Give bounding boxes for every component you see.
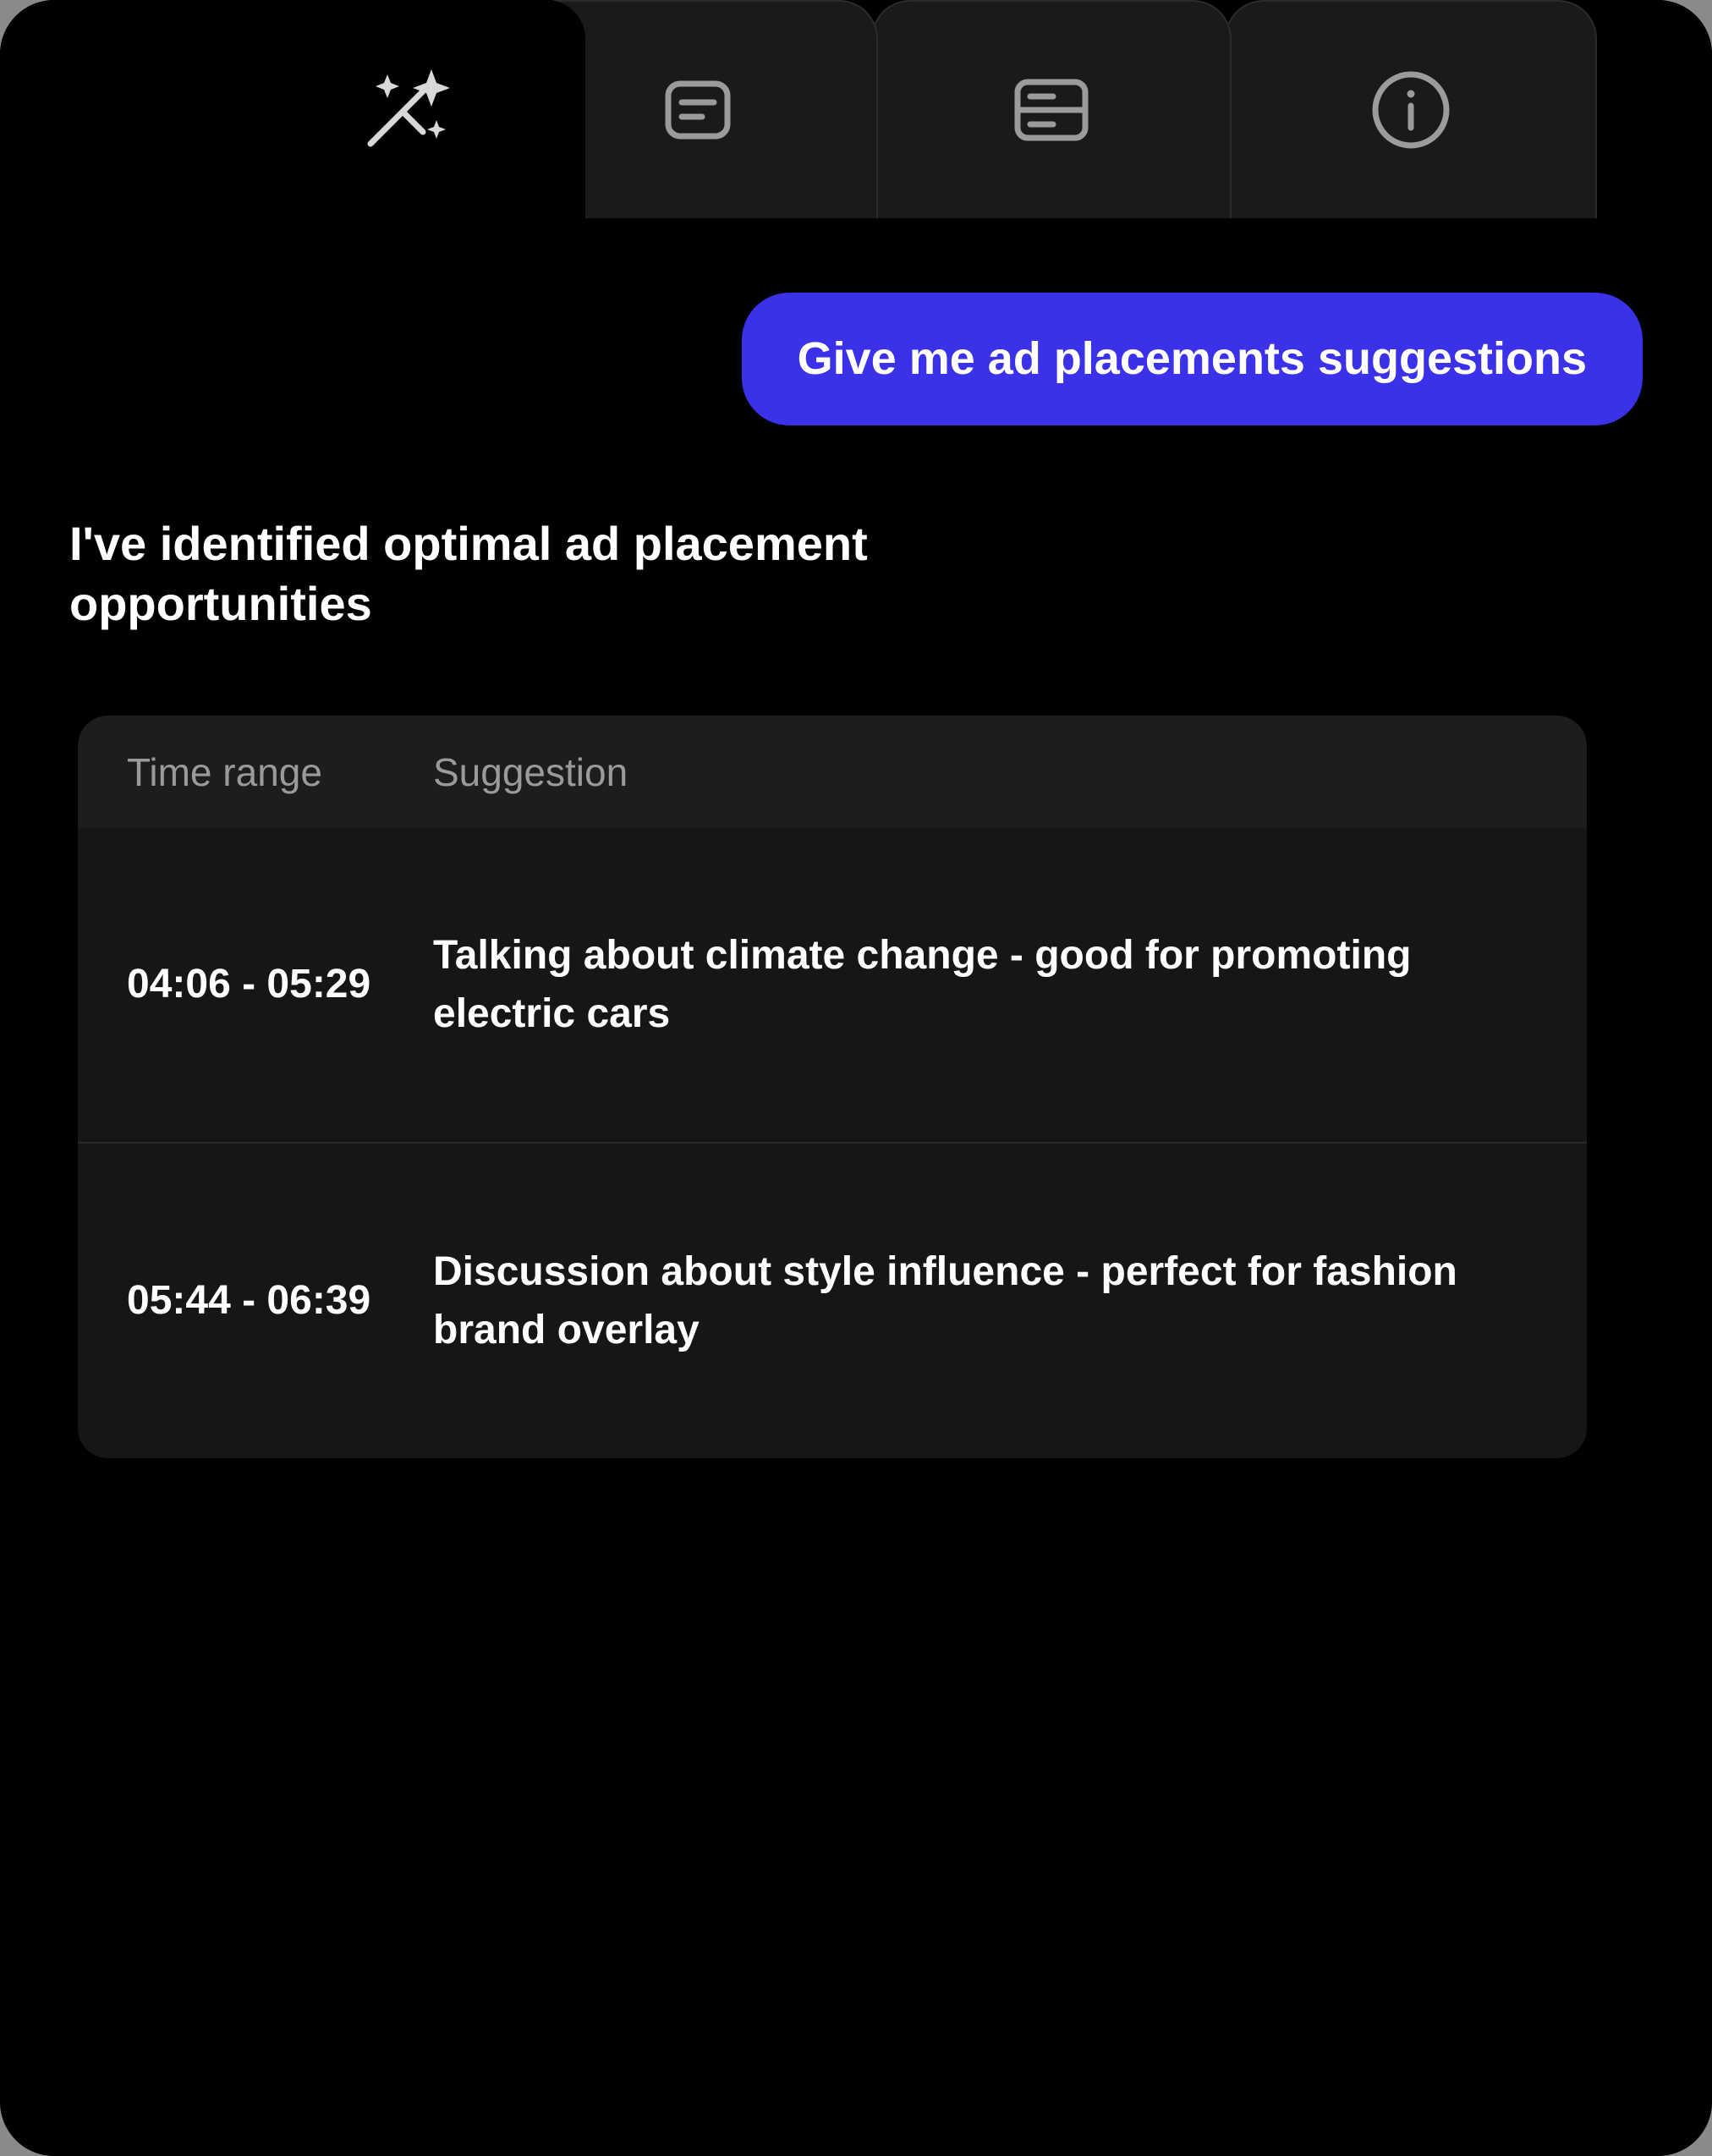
- chapters-icon: [1002, 63, 1100, 156]
- tab-info[interactable]: [1225, 0, 1597, 218]
- table-row[interactable]: [78, 827, 1587, 1144]
- table-row[interactable]: [78, 1144, 1587, 1458]
- cell-time-range: 04:06 - 05:29: [127, 962, 371, 1007]
- transcript-icon: [651, 63, 744, 156]
- table-header-row: [78, 716, 1587, 827]
- column-header-time-range: Time range: [127, 750, 322, 795]
- user-message-row: [0, 218, 1712, 425]
- cell-suggestion: Talking about climate change - good for promoting electric cars: [433, 932, 1412, 1037]
- cell-suggestion: Discussion about style influence - perfect for fashion brand overlay: [433, 1248, 1457, 1353]
- cell-time-range: 05:44 - 06:39: [127, 1278, 371, 1324]
- column-header-suggestion: Suggestion: [433, 750, 628, 795]
- assistant-panel: [0, 218, 1712, 2156]
- info-circle-icon: [1364, 63, 1457, 156]
- tab-magic[interactable]: [225, 0, 585, 218]
- suggestions-table: [78, 716, 1587, 1458]
- user-message-bubble: Give me ad placements suggestions: [742, 293, 1643, 425]
- tab-bar: [0, 0, 1712, 227]
- tab-chapters[interactable]: [871, 0, 1232, 218]
- assistant-message: I've identified optimal ad placement opportunities: [69, 516, 868, 631]
- magic-wand-icon: [350, 54, 460, 164]
